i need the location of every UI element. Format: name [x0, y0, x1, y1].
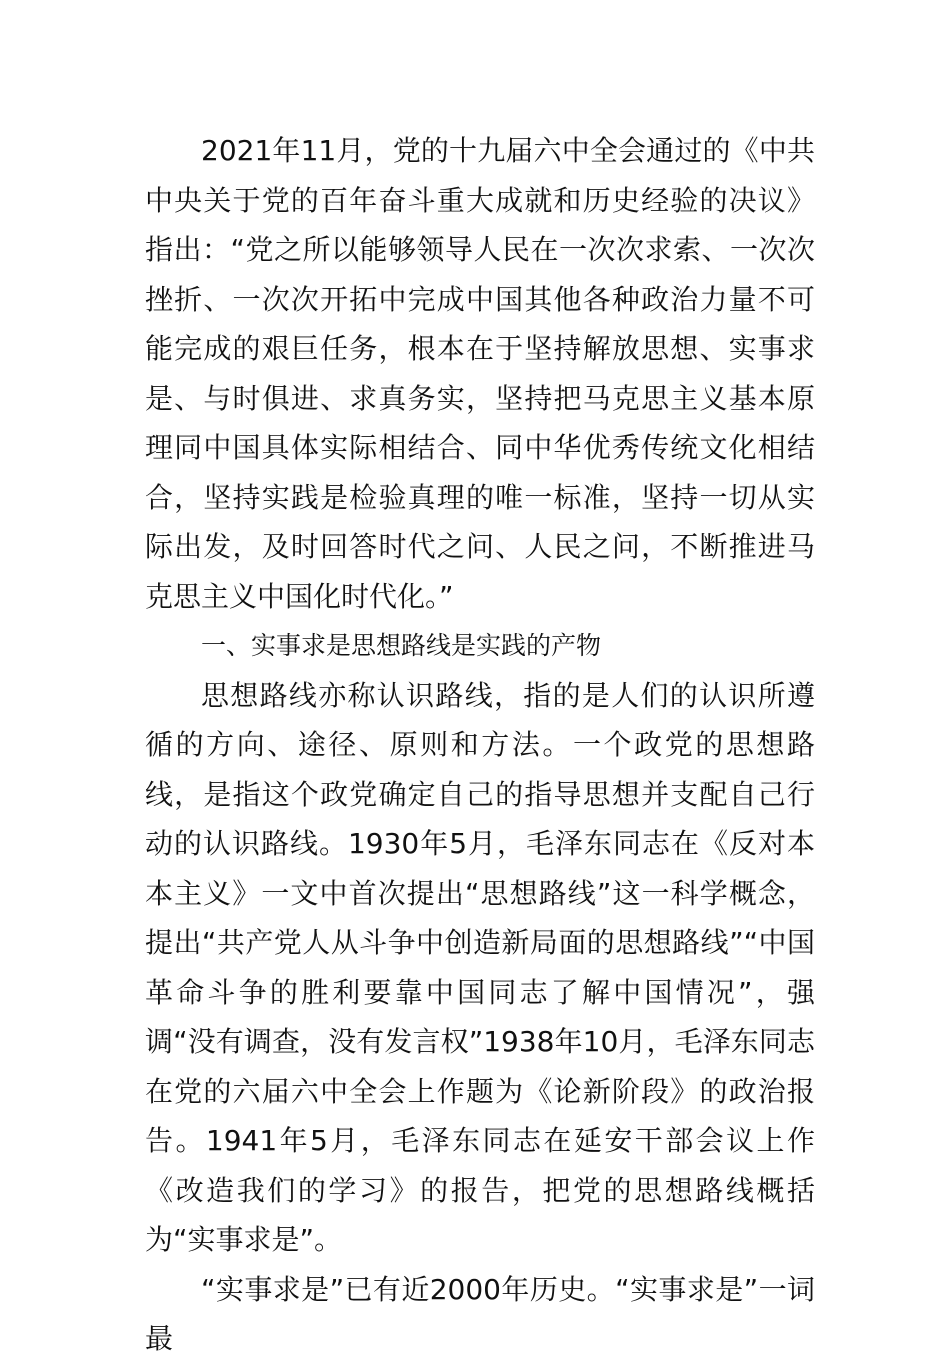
body-paragraph: “实事求是”已有近2000年历史。“实事求是”一词最: [145, 1272, 815, 1355]
intro-paragraph: 2021年11月，党的十九届六中全会通过的《中共中央关于党的百年奋斗重大成就和历史经验的决议》指出：“党之所以能够领导人民在一次次求索、一次次挫折、一次次开拓中完成中国其他各种政治力量不可能完成的艰巨任务，根本在于坚持解放思想、实事求是、与时俱进、求真务实，坚持把马克思主义基本原理同中国具体实际相结合、同中华优秀传统文化相结合，坚持实践是检验真理的唯一标准，坚持一切从实际出发，及时回答时代之问、人民之问，不断推进马克思主义中国化时代化。”: [145, 134, 815, 613]
body-paragraph: 思想路线亦称认识路线，指的是人们的认识所遵循的方向、途径、原则和方法。一个政党的思想路线，是指这个政党确定自己的指导思想并支配自己行动的认识路线。1930年5月，毛泽东同志在《反对本本主义》一文中首次提出“思想路线”这一科学概念，提出“共产党人从斗争中创造新局面的思想路线”“中国革命斗争的胜利要靠中国同志了解中国情况”，强调“没有调查，没有发言权”1938年10月，毛泽东同志在党的六届六中全会上作题为《论新阶段》的政治报告。1941年5月，毛泽东同志在延安干部会议上作《改造我们的学习》的报告，把党的思想路线概括为“实事求是”。: [145, 678, 815, 1256]
section-heading: 一、实事求是思想路线是实践的产物: [201, 631, 602, 660]
document-body: [145, 126, 815, 1364]
